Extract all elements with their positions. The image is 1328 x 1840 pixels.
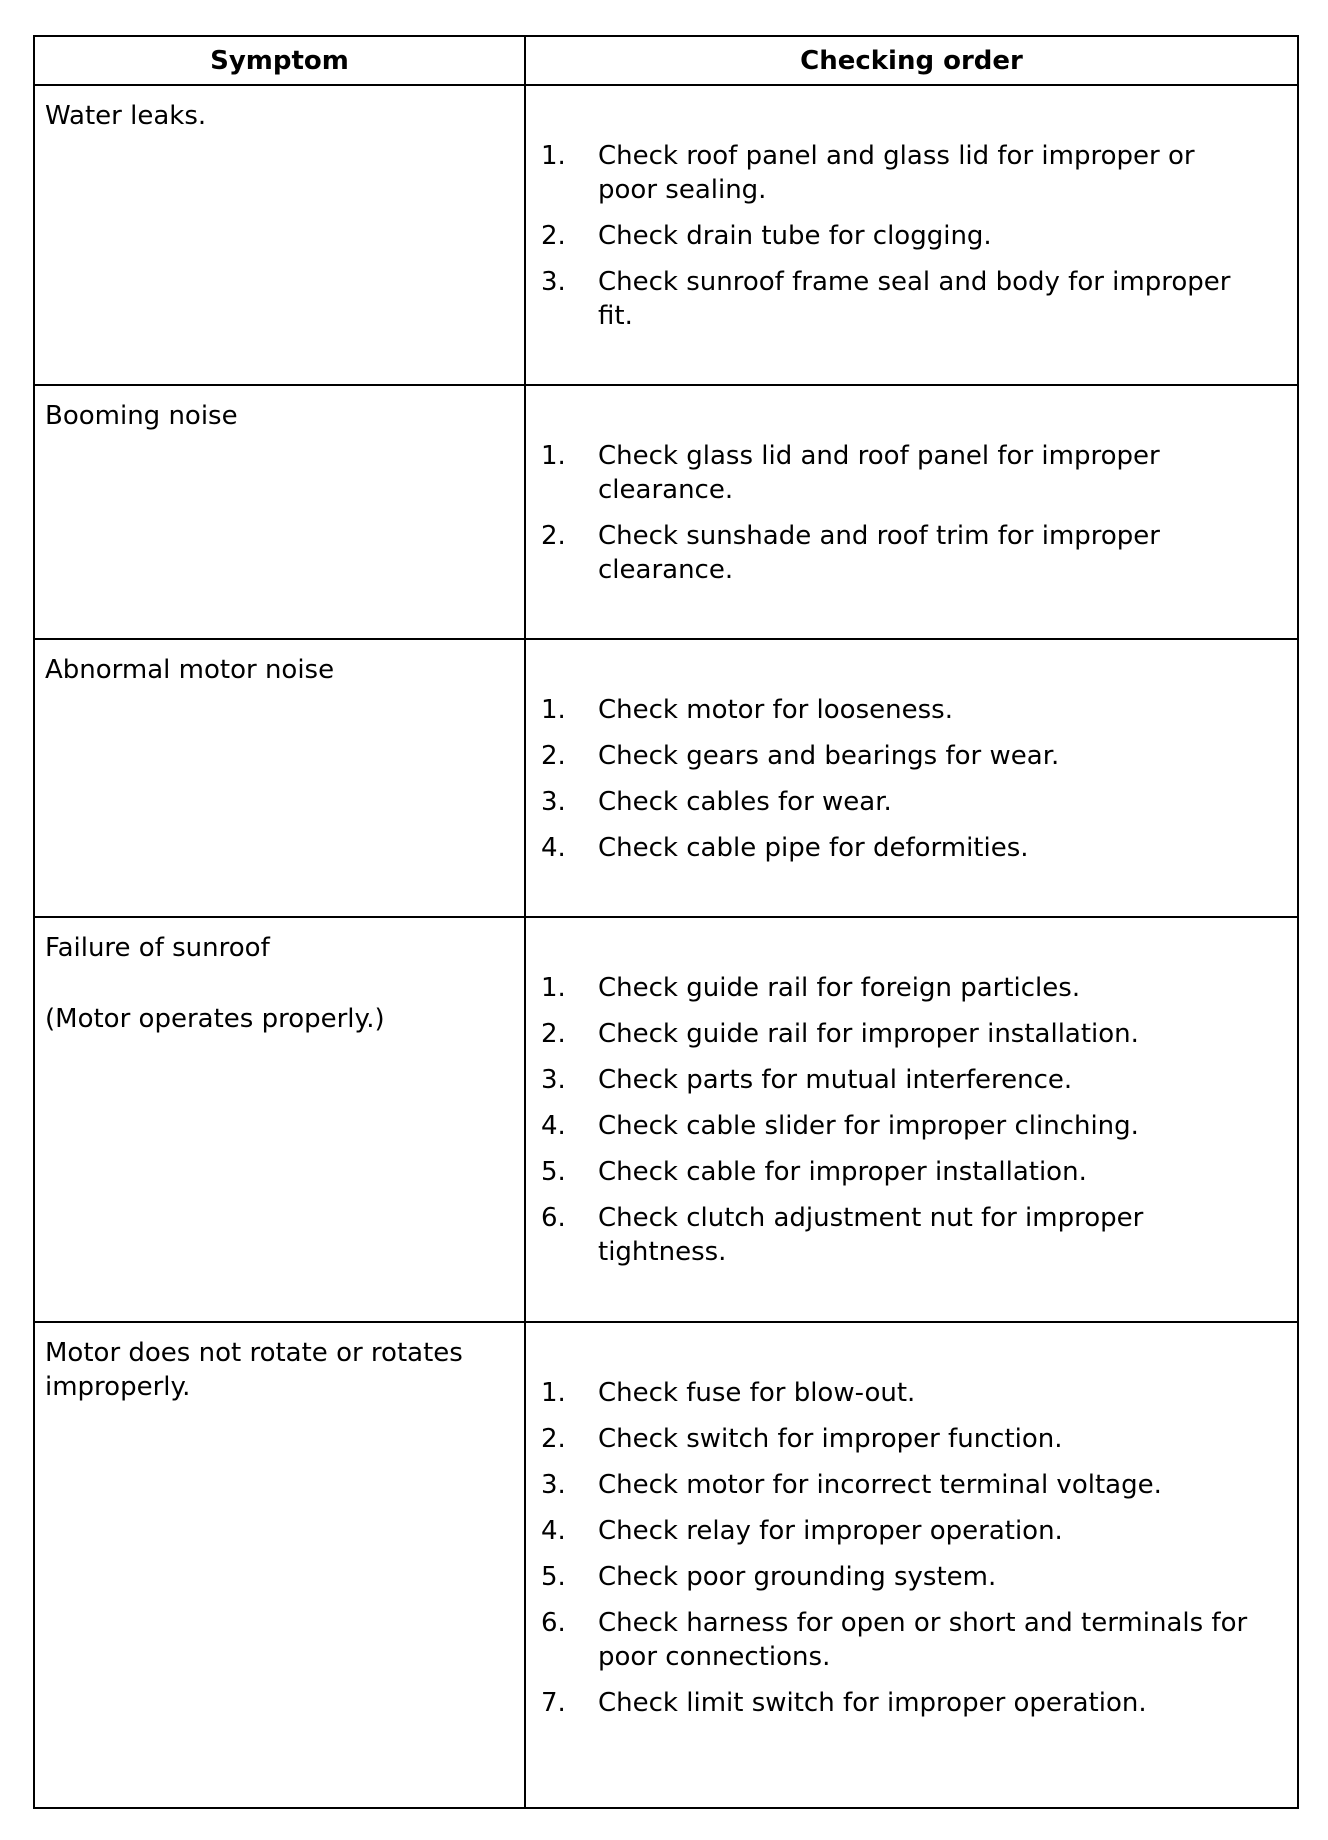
- symptom-text: Motor does not rotate or rotates improperly.: [45, 1338, 463, 1402]
- checking-steps-list: [541, 971, 1257, 1269]
- step-number: 4.: [541, 833, 566, 863]
- step-number: 1.: [541, 441, 566, 471]
- list-item: [541, 1514, 1257, 1548]
- symptom-text: Booming noise: [45, 401, 238, 431]
- step-number: 5.: [541, 1157, 566, 1187]
- step-number: 1.: [541, 1378, 566, 1408]
- checking-order-header: Checking order: [525, 36, 1298, 85]
- step-number: 2.: [541, 1019, 566, 1049]
- list-item: [541, 1063, 1257, 1097]
- step-number: 3.: [541, 1065, 566, 1095]
- list-item: [541, 1422, 1257, 1456]
- table-row: [34, 85, 1298, 385]
- list-item: [541, 739, 1257, 773]
- step-number: 5.: [541, 1562, 566, 1592]
- symptom-cell: [34, 1322, 525, 1808]
- step-text: Check cable slider for improper clinching.: [598, 1111, 1139, 1141]
- table-row: [34, 1322, 1298, 1808]
- step-text: Check harness for open or short and terminals for poor connections.: [598, 1608, 1248, 1672]
- checking-steps-list: [541, 1376, 1257, 1720]
- step-number: 7.: [541, 1688, 566, 1718]
- step-number: 6.: [541, 1203, 566, 1233]
- step-text: Check clutch adjustment nut for improper tightness.: [598, 1203, 1144, 1267]
- symptom-cell: [34, 385, 525, 639]
- step-number: 3.: [541, 1470, 566, 1500]
- step-number: 1.: [541, 141, 566, 171]
- checking-order-cell: [525, 917, 1298, 1322]
- list-item: [541, 1201, 1257, 1269]
- step-text: Check poor grounding system.: [598, 1562, 997, 1592]
- step-text: Check glass lid and roof panel for improper clearance.: [598, 441, 1160, 505]
- list-item: [541, 785, 1257, 819]
- checking-steps-list: [541, 693, 1257, 865]
- list-item: [541, 831, 1257, 865]
- step-text: Check guide rail for foreign particles.: [598, 973, 1081, 1003]
- list-item: [541, 1155, 1257, 1189]
- step-text: Check guide rail for improper installation.: [598, 1019, 1139, 1049]
- step-number: 1.: [541, 973, 566, 1003]
- checking-order-cell: [525, 639, 1298, 917]
- step-text: Check cables for wear.: [598, 787, 892, 817]
- table-row: [34, 385, 1298, 639]
- list-item: [541, 1686, 1257, 1720]
- list-item: [541, 139, 1257, 207]
- checking-order-cell: [525, 85, 1298, 385]
- step-text: Check fuse for blow-out.: [598, 1378, 916, 1408]
- symptom-text: Failure of sunroof: [45, 933, 270, 963]
- step-text: Check gears and bearings for wear.: [598, 741, 1060, 771]
- step-text: Check drain tube for clogging.: [598, 221, 992, 251]
- step-number: 2.: [541, 741, 566, 771]
- symptom-header: Symptom: [34, 36, 525, 85]
- checking-steps-list: [541, 139, 1257, 333]
- checking-order-cell: [525, 385, 1298, 639]
- symptom-text: Water leaks.: [45, 101, 207, 131]
- step-number: 4.: [541, 1516, 566, 1546]
- step-number: 4.: [541, 1111, 566, 1141]
- symptom-cell: [34, 917, 525, 1322]
- symptom-text: Abnormal motor noise: [45, 655, 335, 685]
- list-item: [541, 519, 1257, 587]
- step-text: Check cable for improper installation.: [598, 1157, 1087, 1187]
- table-row: [34, 639, 1298, 917]
- symptom-note: (Motor operates properly.): [45, 1004, 385, 1034]
- list-item: [541, 1376, 1257, 1410]
- checking-steps-list: [541, 439, 1257, 587]
- step-text: Check sunroof frame seal and body for improper fit.: [598, 267, 1231, 331]
- checking-order-cell: [525, 1322, 1298, 1808]
- step-number: 3.: [541, 787, 566, 817]
- step-number: 2.: [541, 1424, 566, 1454]
- step-text: Check motor for incorrect terminal voltage.: [598, 1470, 1162, 1500]
- list-item: [541, 693, 1257, 727]
- list-item: [541, 1606, 1257, 1674]
- step-text: Check limit switch for improper operation.: [598, 1688, 1147, 1718]
- step-number: 2.: [541, 521, 566, 551]
- table-header-row: [34, 36, 1298, 85]
- step-number: 3.: [541, 267, 566, 297]
- list-item: [541, 219, 1257, 253]
- step-text: Check parts for mutual interference.: [598, 1065, 1073, 1095]
- list-item: [541, 1017, 1257, 1051]
- list-item: [541, 439, 1257, 507]
- troubleshooting-table: [33, 35, 1299, 1809]
- step-text: Check sunshade and roof trim for improper clearance.: [598, 521, 1160, 585]
- step-text: Check cable pipe for deformities.: [598, 833, 1029, 863]
- step-text: Check roof panel and glass lid for improper or poor sealing.: [598, 141, 1195, 205]
- step-text: Check switch for improper function.: [598, 1424, 1063, 1454]
- step-text: Check relay for improper operation.: [598, 1516, 1063, 1546]
- list-item: [541, 971, 1257, 1005]
- list-item: [541, 1109, 1257, 1143]
- symptom-cell: [34, 85, 525, 385]
- list-item: [541, 1560, 1257, 1594]
- list-item: [541, 1468, 1257, 1502]
- table-row: [34, 917, 1298, 1322]
- step-number: 6.: [541, 1608, 566, 1638]
- step-text: Check motor for looseness.: [598, 695, 953, 725]
- step-number: 2.: [541, 221, 566, 251]
- symptom-cell: [34, 639, 525, 917]
- step-number: 1.: [541, 695, 566, 725]
- list-item: [541, 265, 1257, 333]
